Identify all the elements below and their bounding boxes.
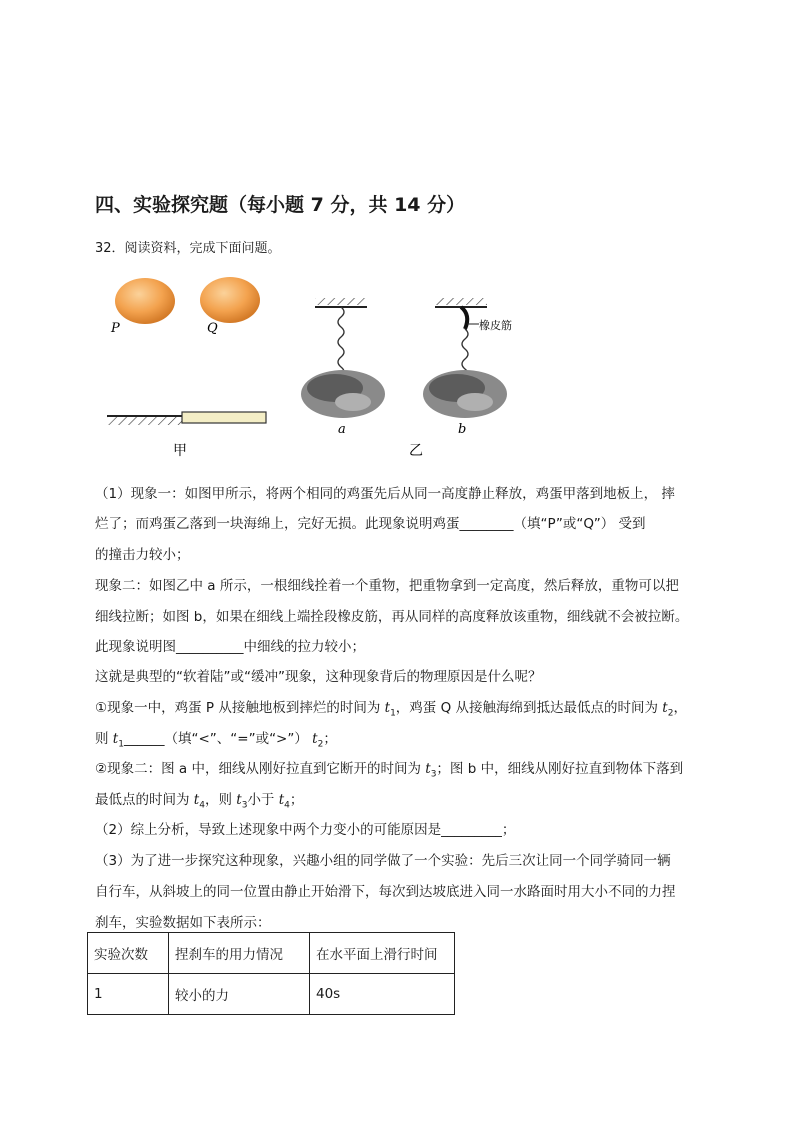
para-8-line-2: 自行车，从斜坡上的同一位置由静止开始滑下，每次到达坡底进入同一水路面时用大小不同的力捏	[95, 884, 676, 900]
para-1-line-1: （1）现象一：如图甲所示，将两个相同的鸡蛋先后从同一高度静止释放，鸡蛋甲落到地板上， 摔	[95, 486, 675, 502]
table-cell: 1	[88, 974, 169, 1015]
label-yi: 乙	[409, 443, 423, 459]
table-header-cell: 在水平面上滑行时间	[310, 933, 455, 974]
table-row	[88, 974, 455, 1015]
para-8-line-1: （3）为了进一步探究这种现象，兴趣小组的同学做了一个实验：先后三次让同一个同学骑同一辆	[95, 853, 671, 869]
label-a: a	[338, 422, 346, 437]
table-cell: 较小的力	[169, 974, 310, 1015]
table-cell: 40s	[310, 974, 455, 1015]
question-intro: 32．阅读资料，完成下面问题。	[95, 241, 281, 256]
label-jia: 甲	[173, 443, 187, 459]
floor-hatch	[107, 416, 182, 425]
para-3: 这就是典型的“软着陆”或“缓冲”现象，这种现象背后的物理原因是什么呢？	[95, 669, 542, 685]
para-8-line-3: 刹车，实验数据如下表所示：	[95, 915, 271, 931]
para-4: ①现象一中，鸡蛋 P 从接触地板到摔烂的时间为 $t_1$，鸡蛋 Q 从接触海绵到抵达最低点的时间为 $t_2$，	[95, 700, 687, 719]
label-rubber: 橡皮筋	[479, 319, 512, 332]
para-5: 则 $t_1\_\_\_\_\_\_$（填“<”、“=”或“>”） $t_2$；	[95, 731, 337, 750]
table-header-cell: 实验次数	[88, 933, 169, 974]
para-1-line-2: 烂了；而鸡蛋乙落到一块海绵上，完好无损。此现象说明鸡蛋________（填“P”或“Q”） 受到	[95, 516, 646, 532]
label-q: Q	[207, 321, 218, 336]
egg-q	[200, 277, 260, 323]
table-header-cell: 捏刹车的用力情况	[169, 933, 310, 974]
para-6-line-1: ②现象二：图 a 中，细线从刚好拉直到它断开的时间为 $t_3$；图 b 中，细线从刚好拉直到物体下落到	[95, 761, 684, 780]
section-title: 四、实验探究题（每小题 7 分，共 14 分）	[95, 194, 466, 216]
sponge	[182, 412, 266, 423]
egg-p	[115, 278, 175, 324]
para-7: （2）综上分析，导致上述现象中两个力变小的可能原因是_________；	[95, 822, 516, 838]
para-2-line-2: 细线拉断；如图 b，如果在细线上端拴段橡皮筋，再从同样的高度释放该重物，细线就不会被拉断。	[95, 609, 689, 625]
para-6-line-2: 最低点的时间为 $t_4$，则 $t_3$小于 $t_4$；	[95, 792, 304, 811]
para-2-line-1: 现象二：如图乙中 a 所示，一根细线拴着一个重物，把重物拿到一定高度，然后释放，重物可以把	[95, 578, 679, 594]
table-header-row	[88, 933, 455, 974]
data-table	[87, 932, 455, 1015]
label-p: P	[111, 321, 120, 336]
label-b: b	[458, 422, 467, 437]
para-2-line-3: 此现象说明图__________中细线的拉力较小；	[95, 639, 365, 655]
experiment-figure	[95, 270, 535, 470]
para-1-line-3: 的撞击力较小；	[95, 547, 190, 563]
